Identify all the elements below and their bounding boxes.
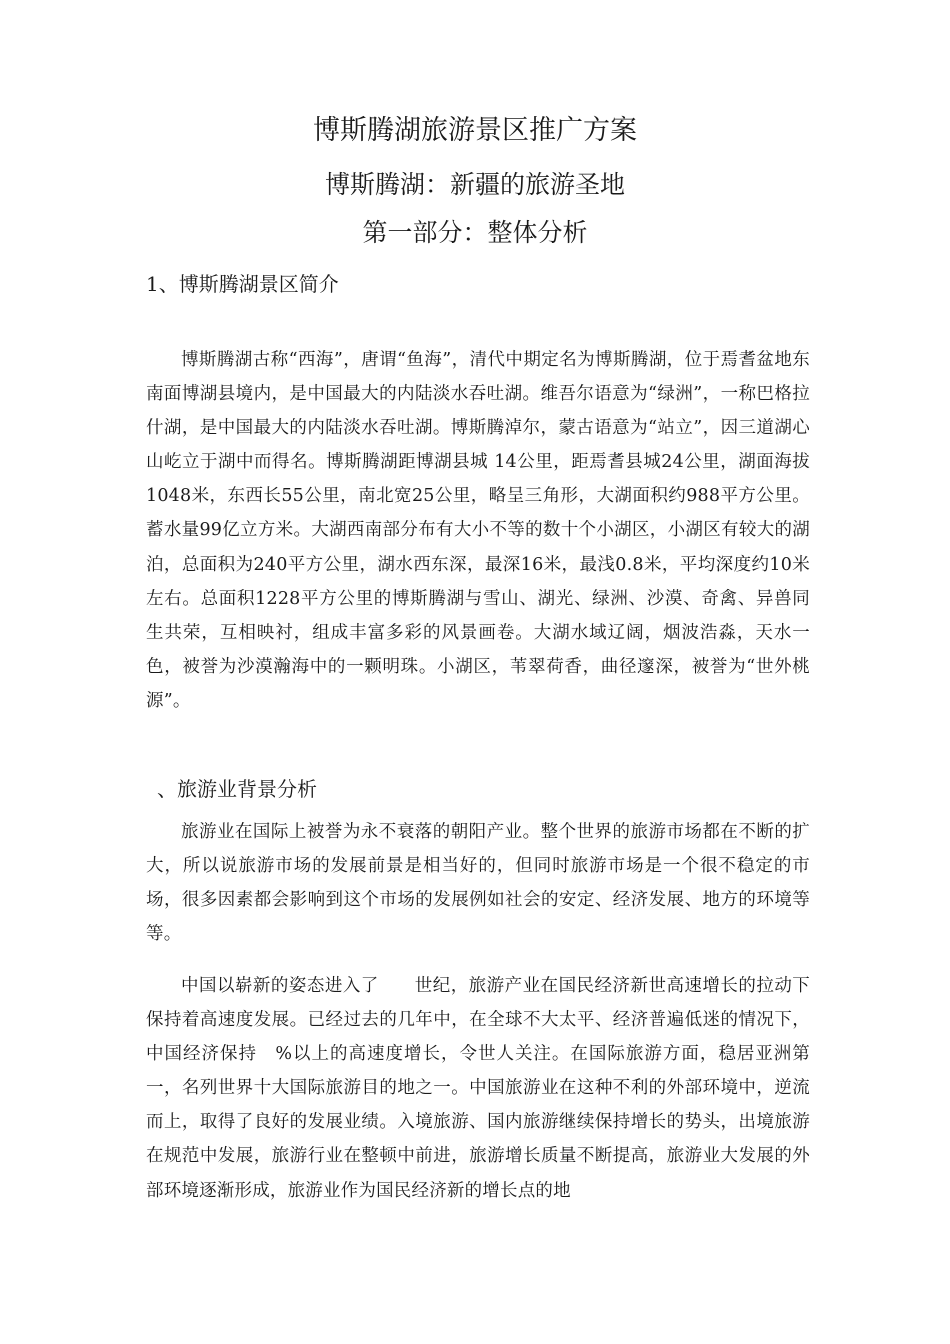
section2-paragraph-1: 旅游业在国际上被誉为永不衰落的朝阳产业。整个世界的旅游市场都在不断的扩大，所以说旅游市场的发展前景是相当好的，但同时旅游市场是一个很不稳定的市场，很多因素都会影响到这个市场的发展例如社会的安定、经济发展、地方的环境等等。 — [146, 822, 810, 945]
document-subtitle: 博斯腾湖：新疆的旅游圣地 — [324, 170, 625, 199]
document-title: 博斯腾湖旅游景区推广方案 — [313, 115, 637, 146]
section1-paragraph: 博斯腾湖古称“西海”，唐谓“鱼海”，清代中期定名为博斯腾湖，位于焉耆盆地东南面博湖县境内，是中国最大的内陆淡水吞吐湖。维吾尔语意为“绿洲”，一称巴格拉什湖，是中国最大的内陆淡水吞吐湖。博斯腾淖尔，蒙古语意为“站立”，因三道湖心山屹立于湖中而得名。博斯腾湖距博湖县城 14公里，距焉耆县城24公里，湖面海拔1048米，东西长55公里，南北宽25公里，略呈三角形，大湖面积约988平方公里。蓄水量99亿立方米。大湖西南部分布有大小不等的数十个小湖区，小湖区有较大的湖泊，总面积为240平方公里，湖水西东深，最深16米，最浅0.8米，平均深度约10米左右。总面积1228平方公里的博斯腾湖与雪山、湖光、绿洲、沙漠、奇禽、异兽同生共荣，互相映衬，组成丰富多彩的风景画卷。大湖水域辽阔，烟波浩淼，天水一色，被誉为沙漠瀚海中的一颗明珠。小湖区，苇翠荷香，曲径邃深，被誉为“世外桃源”。 — [146, 350, 810, 711]
section2-heading: 、旅游业背景分析 — [157, 777, 317, 801]
section2-paragraph-2: 中国以崭新的姿态进入了 世纪，旅游产业在国民经济新世高速增长的拉动下保持着高速度发展。已经过去的几年中，在全球不大太平、经济普遍低迷的情况下，中国经济保持 %以上的高速度增长，令世人关注。在国际旅游方面，稳居亚洲第一，名列世界十大国际旅游目的地之一。中国旅游业在这种不利的外部环境中，逆流而上，取得了良好的发展业绩。入境旅游、国内旅游继续保持增长的势头，出境旅游在规范中发展，旅游行业在整顿中前进，旅游增长质量不断提高，旅游业大发展的外部环境逐渐形成，旅游业作为国民经济新的增长点的地 — [146, 976, 810, 1201]
section1-heading: 1、博斯腾湖景区简介 — [146, 272, 339, 296]
part-title: 第一部分：整体分析 — [362, 218, 588, 247]
